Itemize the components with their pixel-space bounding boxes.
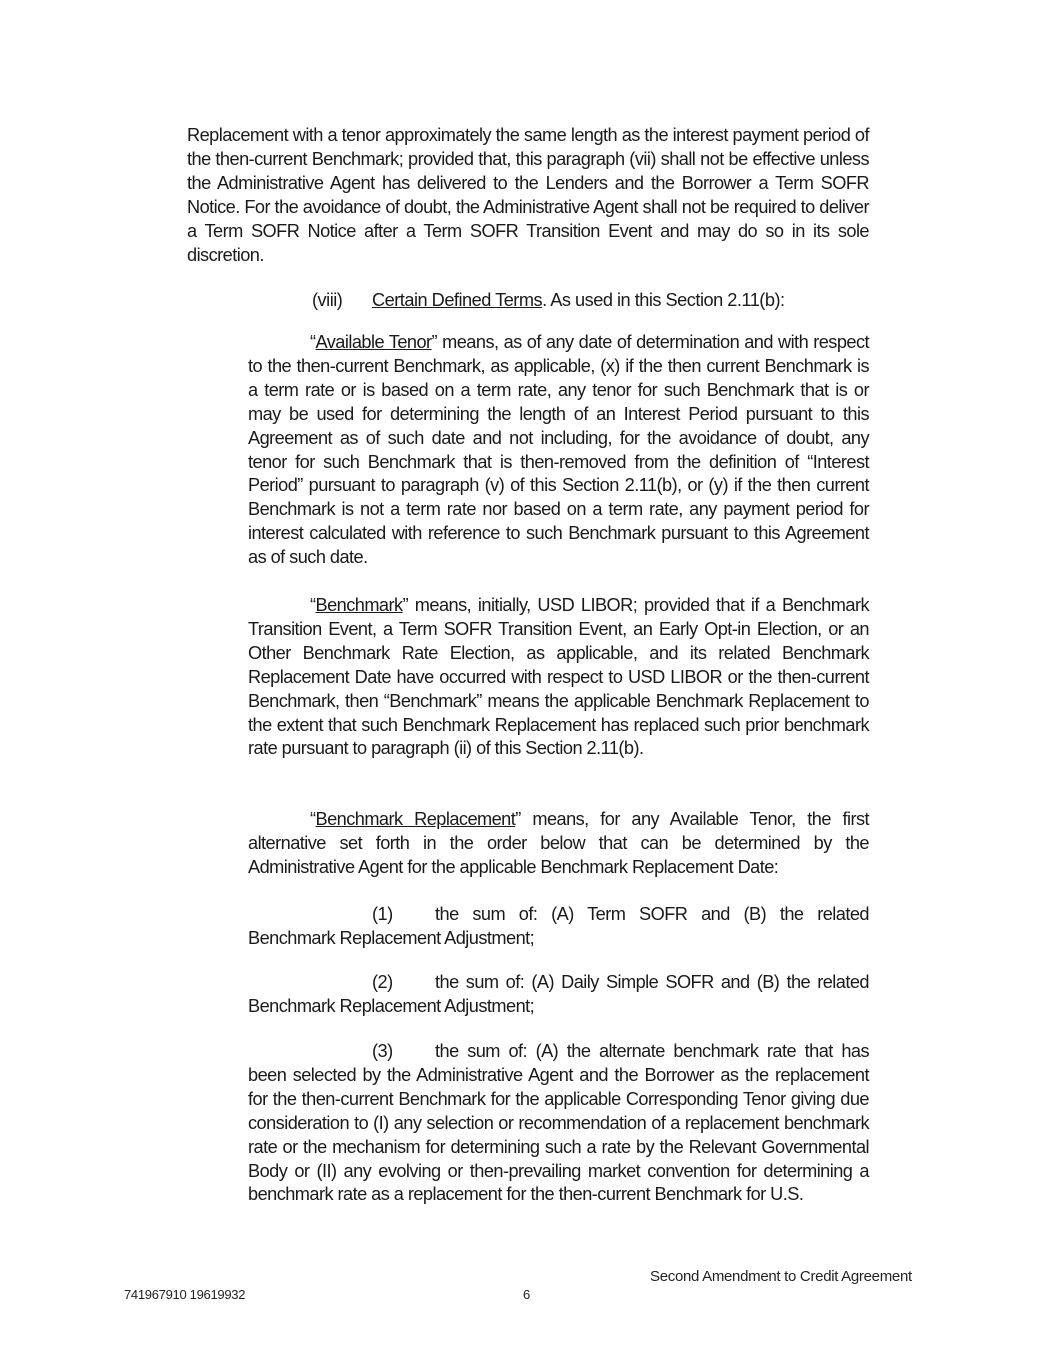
section-number: (viii): [312, 290, 343, 310]
close-quote: ”: [431, 332, 438, 352]
section-heading: [312, 288, 785, 312]
paragraph-continuation: Replacement with a tenor approximately the same length as the interest payment period of the then-current Benchmark; provided that, this paragraph (vii) shall not be effective unless the Administrative Agent has delivered to the Lenders and the Borrower a Term SOFR Notice. For the avoidance of doubt, the Administrative Agent shall not be required to deliver a Term SOFR Notice after a Term SOFR Transition Event and may do so in its sole discretion.: [187, 125, 869, 265]
defined-term: Benchmark: [315, 595, 403, 615]
footer-page-number: 6: [523, 1287, 530, 1302]
close-quote: ”: [402, 595, 409, 615]
footer-doc-id: 741967910 19619932: [124, 1287, 246, 1302]
list-item-number: (2): [372, 972, 393, 992]
definition-text: means, initially, USD LIBOR; provided that if a Benchmark Transition Event, a Term SOFR Transition Event, an Early Opt-in Election, or an Other Benchmark Rate Election, as applicable, and its related Benchmark Replacement Date have occurred with respect to USD LIBOR or the then-current Benchmark, then “Benchmark” means the applicable Benchmark Replacement to the extent that such Benchmark Replacement has replaced such prior benchmark rate pursuant to paragraph (ii) of this Section 2.11(b).: [248, 595, 869, 759]
open-quote: “: [310, 809, 316, 829]
definition-text: means, for any Available Tenor, the first alternative set forth in the order below that can be determined by the Administrative Agent for the applicable Benchmark Replacement Date:: [248, 809, 870, 877]
footer-title: Second Amendment to Credit Agreement: [650, 1268, 912, 1285]
defined-term: Available Tenor: [315, 332, 432, 352]
close-quote: ”: [515, 809, 521, 829]
list-item: [248, 1040, 869, 1207]
list-item: [248, 903, 869, 951]
definition-benchmark: [248, 594, 869, 761]
list-item-text: the sum of: (A) the alternate benchmark rate that has been selected by the Administrative Agent and the Borrower as the replacement for the then-current Benchmark for the applicable Corresponding Tenor giving due consideration to (I) any selection or recommendation of a replacement benchmark rate or the mechanism for determining such a rate by the Relevant Governmental Body or (II) any evolving or then-prevailing market convention for determining a benchmark rate as a replacement for the then-current Benchmark for U.S.: [248, 1041, 869, 1205]
definition-text: means, as of any date of determination and with respect to the then-current Benchmark, as applicable, (x) if the then current Benchmark is a term rate or is based on a term rate, any tenor for such Benchmark that is or may be used for determining the length of an Interest Period pursuant to this Agreement as of such date and not including, for the avoidance of doubt, any tenor for such Benchmark that is then-removed from the definition of “Interest Period” pursuant to paragraph (v) of this Section 2.11(b), or (y) if the then current Benchmark is not a term rate nor based on a term rate, any payment period for interest calculated with reference to such Benchmark pursuant to this Agreement as of such date.: [248, 332, 870, 568]
section-title: Certain Defined Terms: [372, 290, 543, 310]
definition-benchmark-replacement: [248, 808, 869, 880]
open-quote: “: [310, 332, 316, 352]
list-item-number: (1): [372, 904, 393, 924]
list-item-text: the sum of: (A) Term SOFR and (B) the related Benchmark Replacement Adjustment;: [248, 904, 869, 948]
open-quote: “: [310, 595, 316, 615]
list-item-text: the sum of: (A) Daily Simple SOFR and (B) the related Benchmark Replacement Adjustment;: [248, 972, 869, 1016]
list-item: [248, 971, 869, 1019]
section-heading-rest: . As used in this Section 2.11(b):: [542, 290, 785, 310]
definition-available-tenor: [248, 331, 869, 570]
defined-term: Benchmark Replacement: [315, 809, 516, 829]
list-item-number: (3): [372, 1041, 393, 1061]
